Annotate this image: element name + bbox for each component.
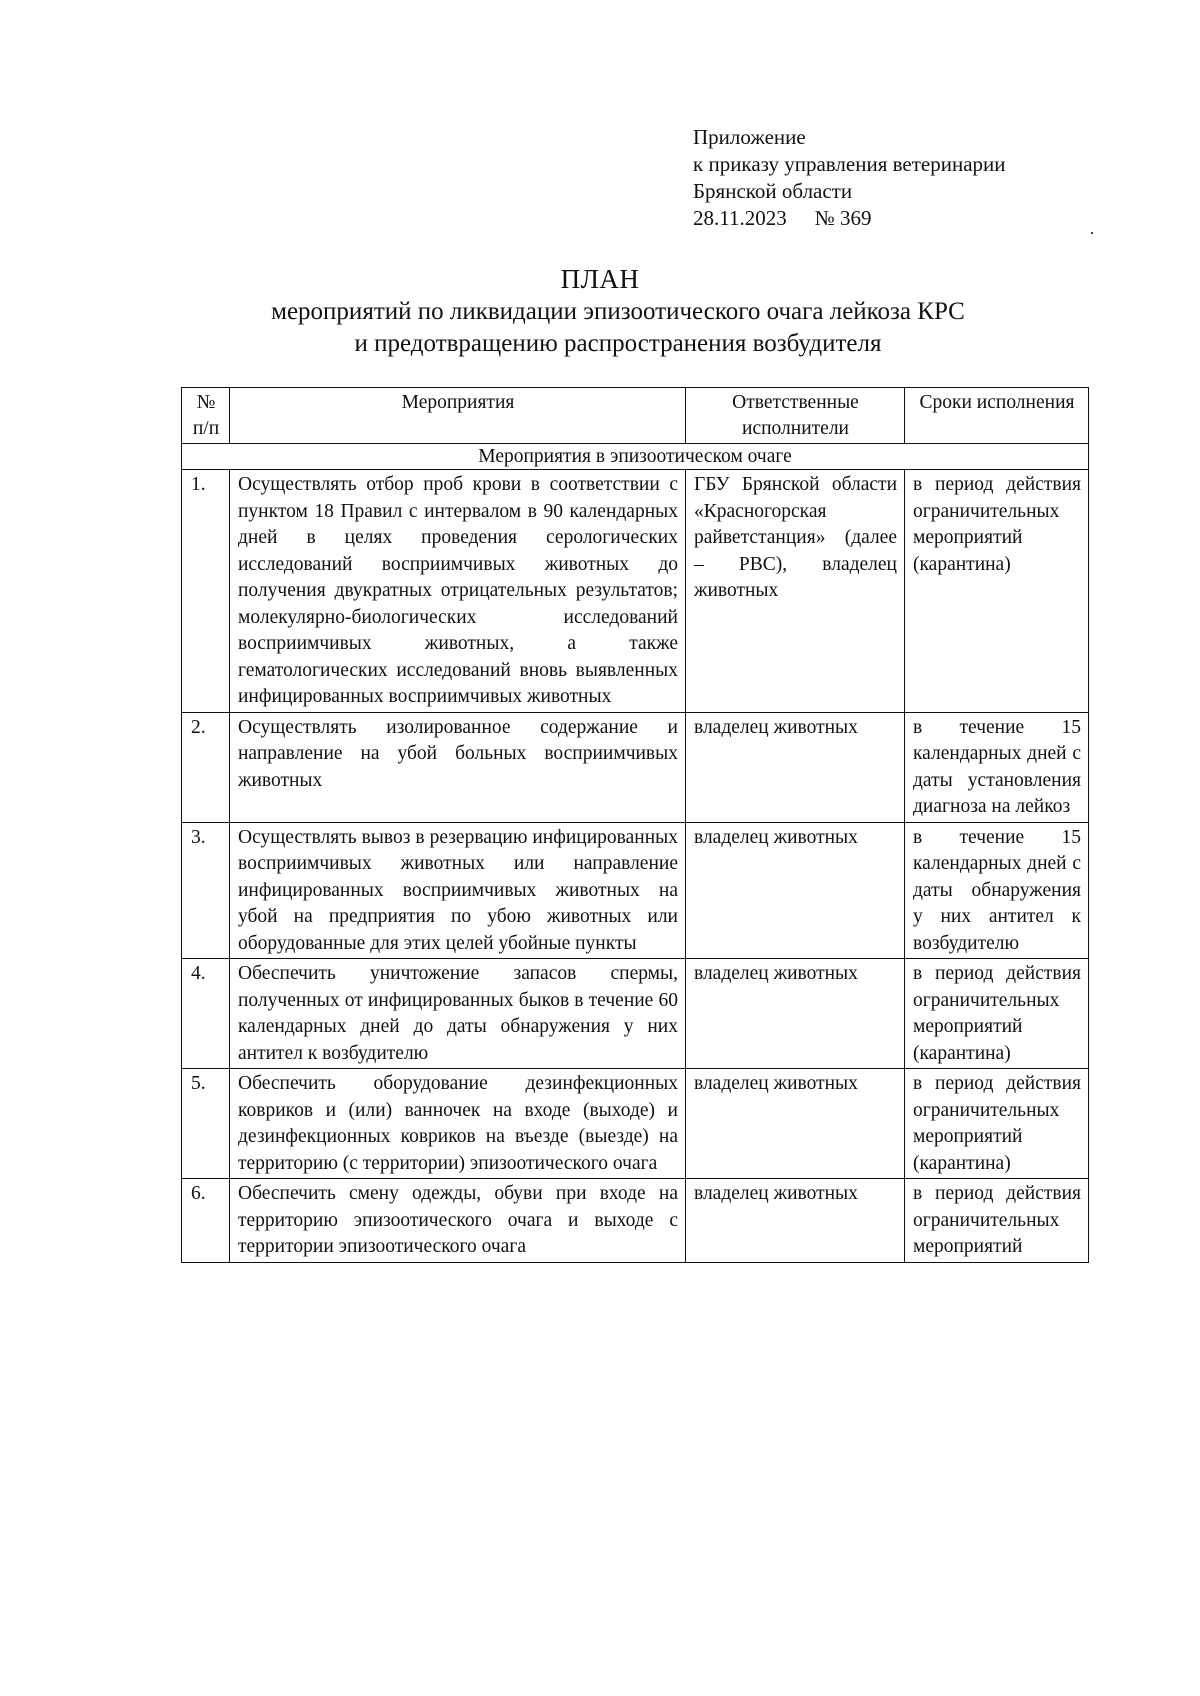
row-deadline: в период действия ограничительных мероприятий xyxy=(905,1179,1089,1263)
row-deadline: в период действия ограничительных мероприятий (карантина) xyxy=(905,959,1089,1069)
row-deadline: в период действия ограничительных мероприятий (карантина) xyxy=(905,1069,1089,1179)
header-measures: Мероприятия xyxy=(230,388,686,444)
table-row xyxy=(182,959,1089,1069)
section-title: Мероприятия в эпизоотическом очаге xyxy=(182,444,1089,470)
row-number: 1. xyxy=(182,470,230,713)
scan-speck xyxy=(1091,232,1093,234)
table-row xyxy=(182,1179,1089,1263)
table-header-row xyxy=(182,388,1089,444)
table-row xyxy=(182,1069,1089,1179)
document-title-block xyxy=(0,262,1200,360)
appendix-label: Приложение xyxy=(693,125,806,149)
table-row xyxy=(182,470,1089,713)
row-executor: владелец животных xyxy=(686,822,905,959)
row-measure: Обеспечить уничтожение запасов спермы, полученных от инфицированных быков в течение 60 календарных дней до даты обнаружения у них антител к возбудителю xyxy=(230,959,686,1069)
row-executor: ГБУ Брянской области «Красногорская райветстанция» (далее – РВС), владелец животных xyxy=(686,470,905,713)
document-subtitle-line2: и предотвращению распространения возбудителя xyxy=(354,330,882,357)
row-deadline: в течение 15 календарных дней с даты обнаружения у них антител к возбудителю xyxy=(905,822,1089,959)
header-deadlines: Сроки исполнения xyxy=(905,388,1089,444)
table-row xyxy=(182,712,1089,822)
row-number: 3. xyxy=(182,822,230,959)
row-number: 5. xyxy=(182,1069,230,1179)
row-number: 2. xyxy=(182,712,230,822)
order-date: 28.11.2023 xyxy=(693,206,787,230)
header-num-line1: № xyxy=(196,392,216,413)
table-row xyxy=(182,822,1089,959)
row-measure: Осуществлять изолированное содержание и направление на убой больных восприимчивых животных xyxy=(230,712,686,822)
row-executor: владелец животных xyxy=(686,1179,905,1263)
appendix-order-ref: к приказу управления ветеринарии xyxy=(693,152,1006,176)
plan-table xyxy=(181,387,1089,1263)
row-executor: владелец животных xyxy=(686,712,905,822)
document-title: ПЛАН xyxy=(560,264,640,294)
row-number: 4. xyxy=(182,959,230,1069)
row-executor: владелец животных xyxy=(686,959,905,1069)
row-number: 6. xyxy=(182,1179,230,1263)
row-measure: Обеспечить смену одежды, обуви при входе на территорию эпизоотического очага и выходе с территории эпизоотического очага xyxy=(230,1179,686,1263)
order-number: № 369 xyxy=(814,206,872,230)
section-row xyxy=(182,444,1089,470)
header-num-line2: п/п xyxy=(192,418,220,439)
header-num xyxy=(182,388,230,444)
header-executors: Ответственные исполнители xyxy=(686,388,905,444)
row-measure: Осуществлять вывоз в резервацию инфицированных восприимчивых животных или направление инфицированных восприимчивых животных на убой на предприятия по убою животных или оборудованные для этих целей убойные пункты xyxy=(230,822,686,959)
row-measure: Осуществлять отбор проб крови в соответствии с пунктом 18 Правил с интервалом в 90 календарных дней в целях проведения серологических исследований восприимчивых животных до получения двукратных отрицательных результатов; молекулярно-биологических исследований восприимчивых животных, а также гематологических исследований вновь выявленных инфицированных восприимчивых животных xyxy=(230,470,686,713)
document-subtitle-line1: мероприятий по ликвидации эпизоотического очага лейкоза КРС xyxy=(271,298,965,325)
row-executor: владелец животных xyxy=(686,1069,905,1179)
appendix-header xyxy=(693,124,1006,232)
row-deadline: в течение 15 календарных дней с даты установления диагноза на лейкоз xyxy=(905,712,1089,822)
row-measure: Обеспечить оборудование дезинфекционных ковриков и (или) ванночек на входе (выходе) и дезинфекционных ковриков на въезде (выезде) на территорию (с территории) эпизоотического очага xyxy=(230,1069,686,1179)
row-deadline: в период действия ограничительных мероприятий (карантина) xyxy=(905,470,1089,713)
appendix-order-line xyxy=(693,205,1006,232)
appendix-region: Брянской области xyxy=(693,179,853,203)
